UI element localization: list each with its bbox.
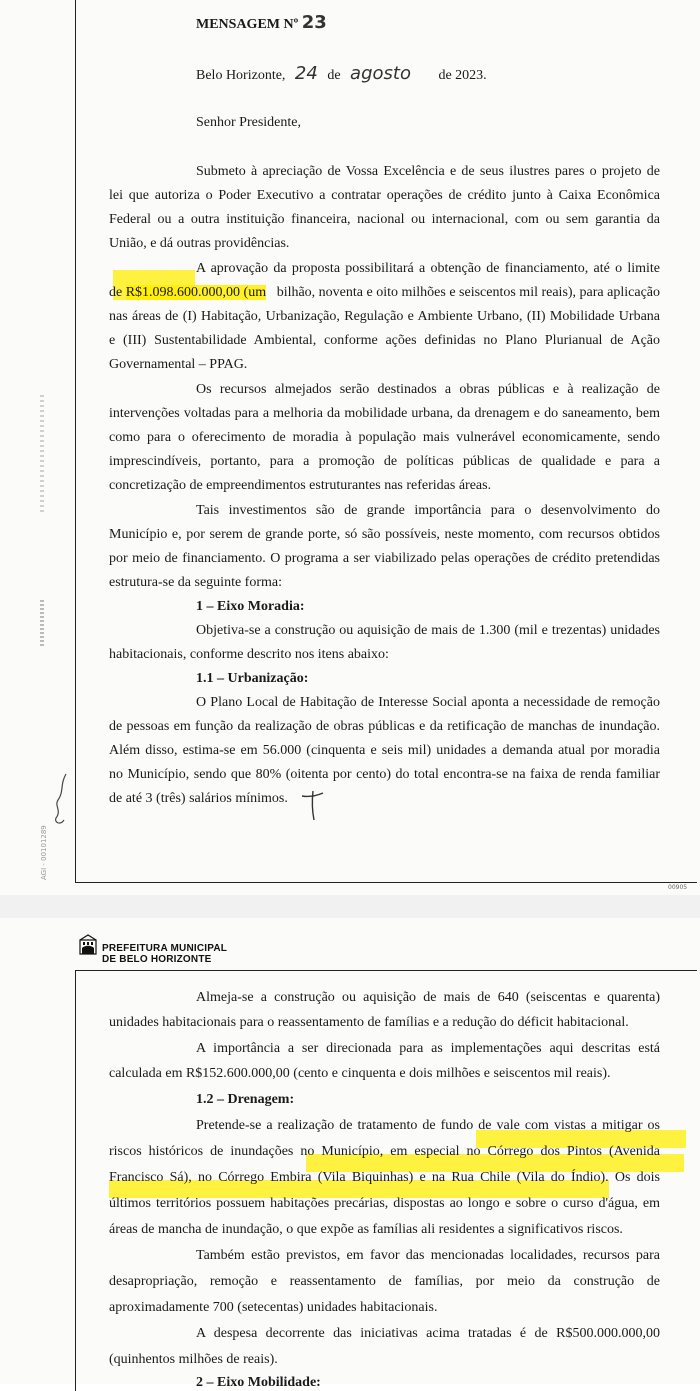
paragraph-line: desapropriação, remoção e reassentamento de famílias, por meio da construção de	[109, 1274, 660, 1289]
paragraph-line: Federal ou a outra instituição financeira, nacional ou internacional, com ou sem garantia da	[109, 212, 660, 227]
paragraph-line: como para o oferecimento de moradia à população mais vulnerável economicamente, sendo	[109, 430, 660, 445]
paragraph-line: unidades habitacionais para o reassentamento de famílias e a redução do déficit habitacional.	[109, 1015, 629, 1030]
paragraph-line: concretização de empreendimentos estruturantes nas referidas áreas.	[109, 478, 492, 493]
section-heading-urbanizacao: 1.1 – Urbanização:	[196, 671, 309, 686]
paragraph-line: nas áreas de (I) Habitação, Urbanização, Regulação e Ambiente Urbano, (II) Mobilidade Urbana	[109, 309, 660, 324]
date-line	[196, 65, 487, 83]
paragraph-line: Também estão previstos, em favor das mencionadas localidades, recursos para	[196, 1248, 660, 1263]
corner-code: 00905	[668, 884, 688, 891]
message-number-handwritten: 23	[301, 12, 327, 33]
section-heading-mobilidade: 2 – Eixo Mobilidade:	[196, 1375, 321, 1390]
paragraph-line: Os recursos almejados serão destinados a obras públicas e à realização de	[196, 382, 660, 397]
paragraph-line: A importância a ser direcionada para as implementações aqui descritas está	[196, 1041, 660, 1056]
paragraph-line: por meio de financiamento. O programa a ser viabilizado pelas operações de crédito pretendidas	[109, 551, 660, 566]
financing-limit-highlighted: R$1.098.600.000,00 (um	[125, 285, 267, 300]
paragraph-line: aproximadamente 700 (setecentas) unidades habitacionais.	[109, 1300, 438, 1315]
paragraph-line: A despesa decorrente das iniciativas acima tratadas é de R$500.000.000,00	[196, 1326, 660, 1341]
paragraph-line: e (III) Sustentabilidade Ambiental, conforme ações definidas no Plano Plurianual de Ação	[109, 333, 660, 348]
paragraph-line: (quinhentos milhões de reais).	[109, 1352, 278, 1367]
paragraph-line: de até 3 (três) salários mínimos.	[109, 791, 288, 806]
message-title-label: MENSAGEM Nº	[196, 17, 299, 32]
paragraph-line: A aprovação da proposta possibilitará a obtenção de financiamento, até o limite	[196, 261, 660, 276]
paragraph-line: Submeto à apreciação de Vossa Excelência e de seus ilustres pares o projeto de	[196, 164, 660, 179]
date-year: de 2023.	[438, 68, 487, 83]
paragraph-line: riscos históricos de inundações no Município, em especial no Córrego dos Pintos (Avenida	[109, 1144, 660, 1159]
paragraph-line: imprescindíveis, portanto, para a promoção de políticas públicas de qualidade e para a	[109, 454, 660, 469]
paragraph-line: Objetiva-se a construção ou aquisição de mais de 1.300 (mil e trezentas) unidades	[196, 623, 660, 638]
paragraph-line: Município e, por serem de grande porte, só são possíveis, neste momento, com recursos obtidos	[109, 527, 660, 542]
paragraph-line: Almeja-se a construção ou aquisição de mais de 640 (seiscentas e quarenta)	[196, 990, 660, 1005]
paragraph-line: Pretende-se a realização de tratamento de fundo de vale com vistas a mitigar os	[196, 1118, 660, 1133]
paragraph-line: no Município, sendo que 80% (oitenta por cento) do total encontra-se na faixa de renda familiar	[109, 767, 660, 782]
margin-signature	[50, 770, 72, 830]
paragraph-line: áreas de mancha de inundação, o que expõe as famílias ali residentes a significativos riscos.	[109, 1222, 623, 1237]
date-day-handwritten: 24	[294, 63, 318, 84]
message-title	[196, 14, 327, 32]
paragraph-line: de pessoas em função da realização de obras públicas e da retificação de manchas de inundação.	[109, 719, 660, 734]
paragraph-line: Além disso, estima-se em 56.000 (cinquenta e seis mil) unidades a demanda atual por moradia	[109, 743, 660, 758]
financing-limit-text: bilhão, noventa e oito milhões e seiscentos mil reais), para aplicação	[276, 285, 660, 300]
date-de: de	[327, 68, 341, 83]
financing-limit-line	[109, 286, 660, 300]
financing-limit-prefix	[109, 286, 266, 300]
handwritten-cross-mark	[298, 788, 326, 822]
paragraph-line: lei que autoriza o Poder Executivo a contratar operações de crédito junto à Caixa Econômica	[109, 188, 660, 203]
paragraph-line: intervenções voltadas para a melhoria da mobilidade urbana, da drenagem e do saneamento, bem	[109, 406, 660, 421]
city-hall-logo-text	[102, 943, 227, 965]
section-heading-drenagem: 1.2 – Drenagem:	[196, 1092, 295, 1107]
side-stamp-code: AGI - 00101289	[40, 825, 48, 880]
page-separator	[0, 895, 700, 918]
paragraph-line: União, e dá outras providências.	[109, 236, 290, 251]
paragraph-line: habitacionais, conforme descrito nos itens abaixo:	[109, 647, 389, 662]
logo-line-1: PREFEITURA MUNICIPAL	[102, 943, 228, 954]
salutation: Senhor Presidente,	[196, 115, 301, 130]
paragraph-line: O Plano Local de Habitação de Interesse Social aponta a necessidade de remoção	[196, 695, 660, 710]
paragraph-line: calculada em R$152.600.000,00 (cento e cinquenta e dois milhões e seiscentos mil reais).	[109, 1066, 611, 1081]
margin-faint-stamp	[40, 600, 44, 648]
paragraph-line: Francisco Sá), no Córrego Embira (Vila Biquinhas) e na Rua Chile (Vila do Índio). Os dois	[109, 1170, 660, 1185]
section-heading-moradia: 1 – Eixo Moradia:	[196, 599, 305, 614]
date-month-handwritten: agosto	[350, 63, 411, 84]
city-hall-logo-icon	[78, 934, 98, 958]
date-prefix: Belo Horizonte,	[196, 68, 286, 83]
financing-limit-pre: de	[109, 285, 126, 300]
paragraph-line: Governamental – PPAG.	[109, 357, 248, 372]
paragraph-line: Tais investimentos são de grande importância para o desenvolvimento do	[196, 503, 660, 518]
paragraph-line: estrutura-se da seguinte forma:	[109, 575, 282, 590]
margin-faint-stamp	[40, 395, 44, 515]
paragraph-line: últimos territórios possuem habitações precárias, dispostas ao longo e sobre o curso d'água, em	[109, 1196, 660, 1211]
logo-line-2: DE BELO HORIZONTE	[102, 954, 212, 965]
